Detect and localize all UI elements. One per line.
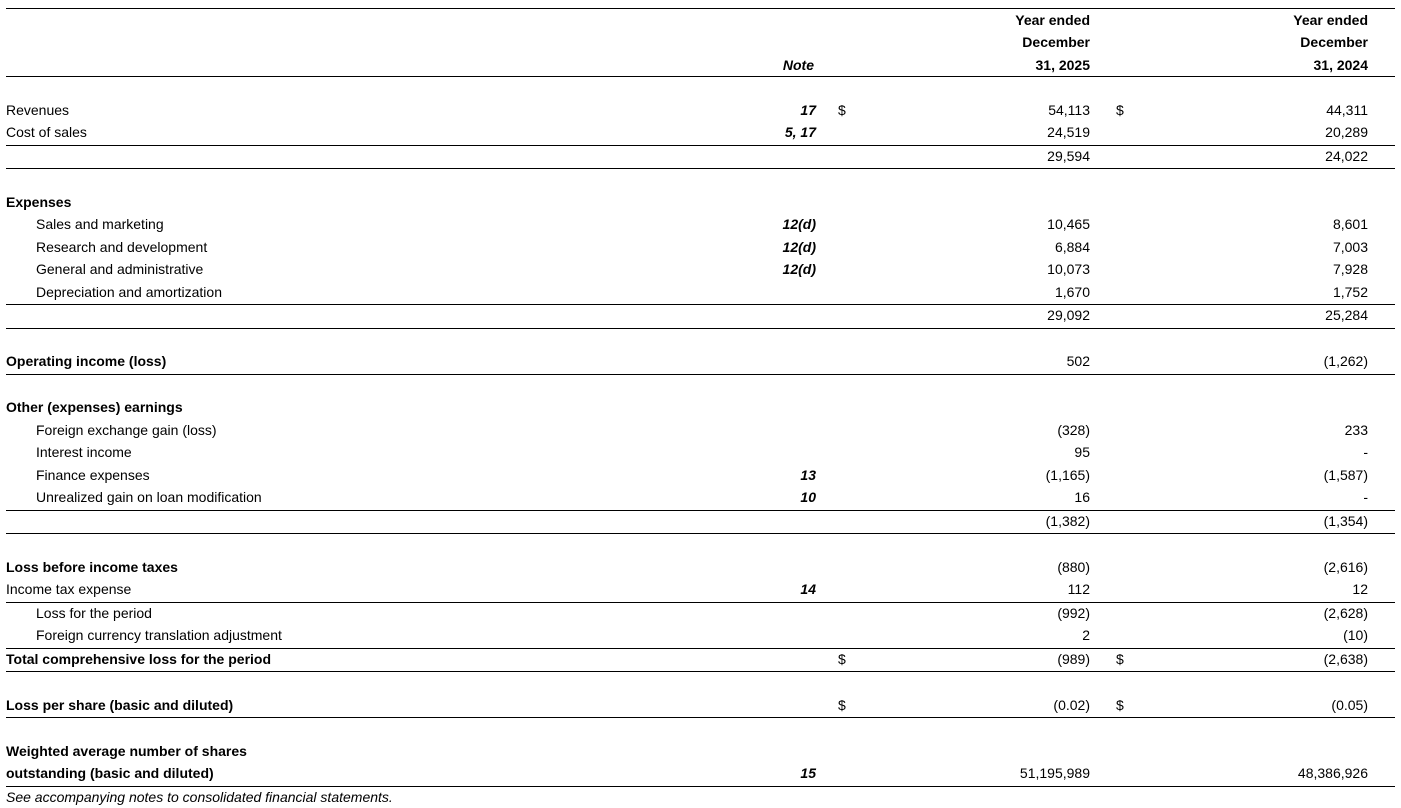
finance-expenses-label: Finance expenses — [36, 467, 150, 483]
header-rule — [6, 76, 1395, 77]
total-comprehensive-2024: (2,638) — [1323, 651, 1368, 667]
col1-header-line2: December — [1022, 34, 1090, 50]
fx-translation-2025: 2 — [1082, 627, 1090, 643]
sales-marketing-2025: 10,465 — [1047, 216, 1090, 232]
loss-period-2024: (2,628) — [1323, 605, 1368, 621]
gross-subtotal-2024: 24,022 — [1325, 148, 1368, 164]
operating-income-2024: (1,262) — [1323, 353, 1368, 369]
cost-of-sales-2025: 24,519 — [1047, 124, 1090, 140]
loss-per-share-2024: (0.05) — [1331, 697, 1368, 713]
fx-translation-label: Foreign currency translation adjustment — [36, 627, 282, 643]
total-comprehensive-label: Total comprehensive loss for the period — [6, 651, 272, 667]
rule — [6, 533, 1395, 534]
revenues-2024: 44,311 — [1326, 102, 1368, 118]
weighted-avg-label-line2: outstanding (basic and diluted) — [6, 765, 214, 781]
research-development-2024: 7,003 — [1332, 239, 1368, 255]
currency-symbol: $ — [838, 697, 846, 713]
operating-income-2025: 502 — [1066, 353, 1090, 369]
finance-expenses-2025: (1,165) — [1045, 467, 1090, 483]
other-subtotal-2025: (1,382) — [1045, 513, 1090, 529]
revenues-2025: 54,113 — [1048, 102, 1090, 118]
expenses-subtotal-2024: 25,284 — [1325, 307, 1368, 323]
sales-marketing-note: 12(d) — [782, 216, 816, 232]
loss-period-label: Loss for the period — [36, 605, 152, 621]
loss-per-share-2025: (0.02) — [1053, 697, 1090, 713]
revenues-label: Revenues — [6, 102, 70, 118]
currency-symbol: $ — [1116, 651, 1124, 667]
loss-before-tax-2025: (880) — [1057, 559, 1090, 575]
currency-symbol: $ — [838, 102, 846, 118]
income-tax-note: 14 — [800, 581, 816, 597]
total-comprehensive-2025: (989) — [1057, 651, 1090, 667]
research-development-2025: 6,884 — [1054, 239, 1090, 255]
currency-symbol: $ — [1116, 102, 1124, 118]
expenses-subtotal-2025: 29,092 — [1047, 307, 1090, 323]
rule — [6, 304, 1395, 305]
unrealized-gain-2024: - — [1363, 489, 1368, 505]
weighted-avg-2024: 48,386,926 — [1297, 765, 1368, 781]
finance-expenses-note: 13 — [800, 467, 816, 483]
depreciation-2024: 1,752 — [1332, 284, 1368, 300]
interest-income-2024: - — [1363, 444, 1368, 460]
general-admin-2024: 7,928 — [1332, 261, 1368, 277]
col1-header-line1: Year ended — [1015, 12, 1090, 28]
general-admin-2025: 10,073 — [1047, 261, 1090, 277]
loss-period-2025: (992) — [1057, 605, 1090, 621]
rule — [6, 168, 1395, 169]
rule — [6, 602, 1395, 603]
cost-of-sales-note: 5, 17 — [784, 124, 816, 140]
sales-marketing-label: Sales and marketing — [36, 216, 164, 232]
rule — [6, 328, 1395, 329]
income-tax-2025: 112 — [1067, 581, 1090, 597]
rule — [6, 145, 1395, 146]
rule — [6, 671, 1395, 672]
depreciation-2025: 1,670 — [1054, 284, 1090, 300]
cost-of-sales-label: Cost of sales — [6, 124, 87, 140]
unrealized-gain-label: Unrealized gain on loan modification — [36, 489, 262, 505]
weighted-avg-2025: 51,195,989 — [1019, 765, 1090, 781]
operating-income-label: Operating income (loss) — [6, 353, 167, 369]
fx-gain-label: Foreign exchange gain (loss) — [36, 422, 217, 438]
other-subtotal-2024: (1,354) — [1323, 513, 1368, 529]
fx-gain-2024: 233 — [1344, 422, 1368, 438]
col2-header-line2: December — [1300, 34, 1368, 50]
interest-income-2025: 95 — [1074, 444, 1090, 460]
rule — [6, 786, 1395, 787]
finance-expenses-2024: (1,587) — [1323, 467, 1368, 483]
interest-income-label: Interest income — [36, 444, 132, 460]
unrealized-gain-2025: 16 — [1074, 489, 1090, 505]
col2-header-line1: Year ended — [1293, 12, 1368, 28]
expenses-heading: Expenses — [6, 194, 72, 210]
loss-before-tax-label: Loss before income taxes — [6, 559, 178, 575]
other-heading: Other (expenses) earnings — [6, 399, 183, 415]
col1-header-line3: 31, 2025 — [1035, 57, 1090, 73]
rule — [6, 717, 1395, 718]
rule — [6, 374, 1395, 375]
note-header: Note — [782, 57, 814, 73]
currency-symbol: $ — [1116, 697, 1124, 713]
income-tax-label: Income tax expense — [6, 581, 132, 597]
gross-subtotal-2025: 29,594 — [1047, 148, 1090, 164]
revenues-note: 17 — [800, 102, 816, 118]
top-rule — [6, 8, 1395, 9]
currency-symbol: $ — [838, 651, 846, 667]
loss-per-share-label: Loss per share (basic and diluted) — [6, 697, 234, 713]
col2-header-line3: 31, 2024 — [1313, 57, 1368, 73]
rule — [6, 510, 1395, 511]
research-development-label: Research and development — [36, 239, 208, 255]
fx-translation-2024: (10) — [1343, 627, 1368, 643]
sales-marketing-2024: 8,601 — [1332, 216, 1368, 232]
weighted-avg-note: 15 — [800, 765, 816, 781]
footnote: See accompanying notes to consolidated financial statements. — [6, 789, 393, 805]
unrealized-gain-note: 10 — [800, 489, 816, 505]
weighted-avg-label-line1: Weighted average number of shares — [6, 743, 247, 759]
cost-of-sales-2024: 20,289 — [1325, 124, 1368, 140]
rule — [6, 648, 1395, 649]
fx-gain-2025: (328) — [1057, 422, 1090, 438]
general-admin-label: General and administrative — [36, 261, 204, 277]
research-development-note: 12(d) — [782, 239, 816, 255]
depreciation-label: Depreciation and amortization — [36, 284, 222, 300]
loss-before-tax-2024: (2,616) — [1323, 559, 1368, 575]
general-admin-note: 12(d) — [782, 261, 816, 277]
income-tax-2024: 12 — [1352, 581, 1368, 597]
